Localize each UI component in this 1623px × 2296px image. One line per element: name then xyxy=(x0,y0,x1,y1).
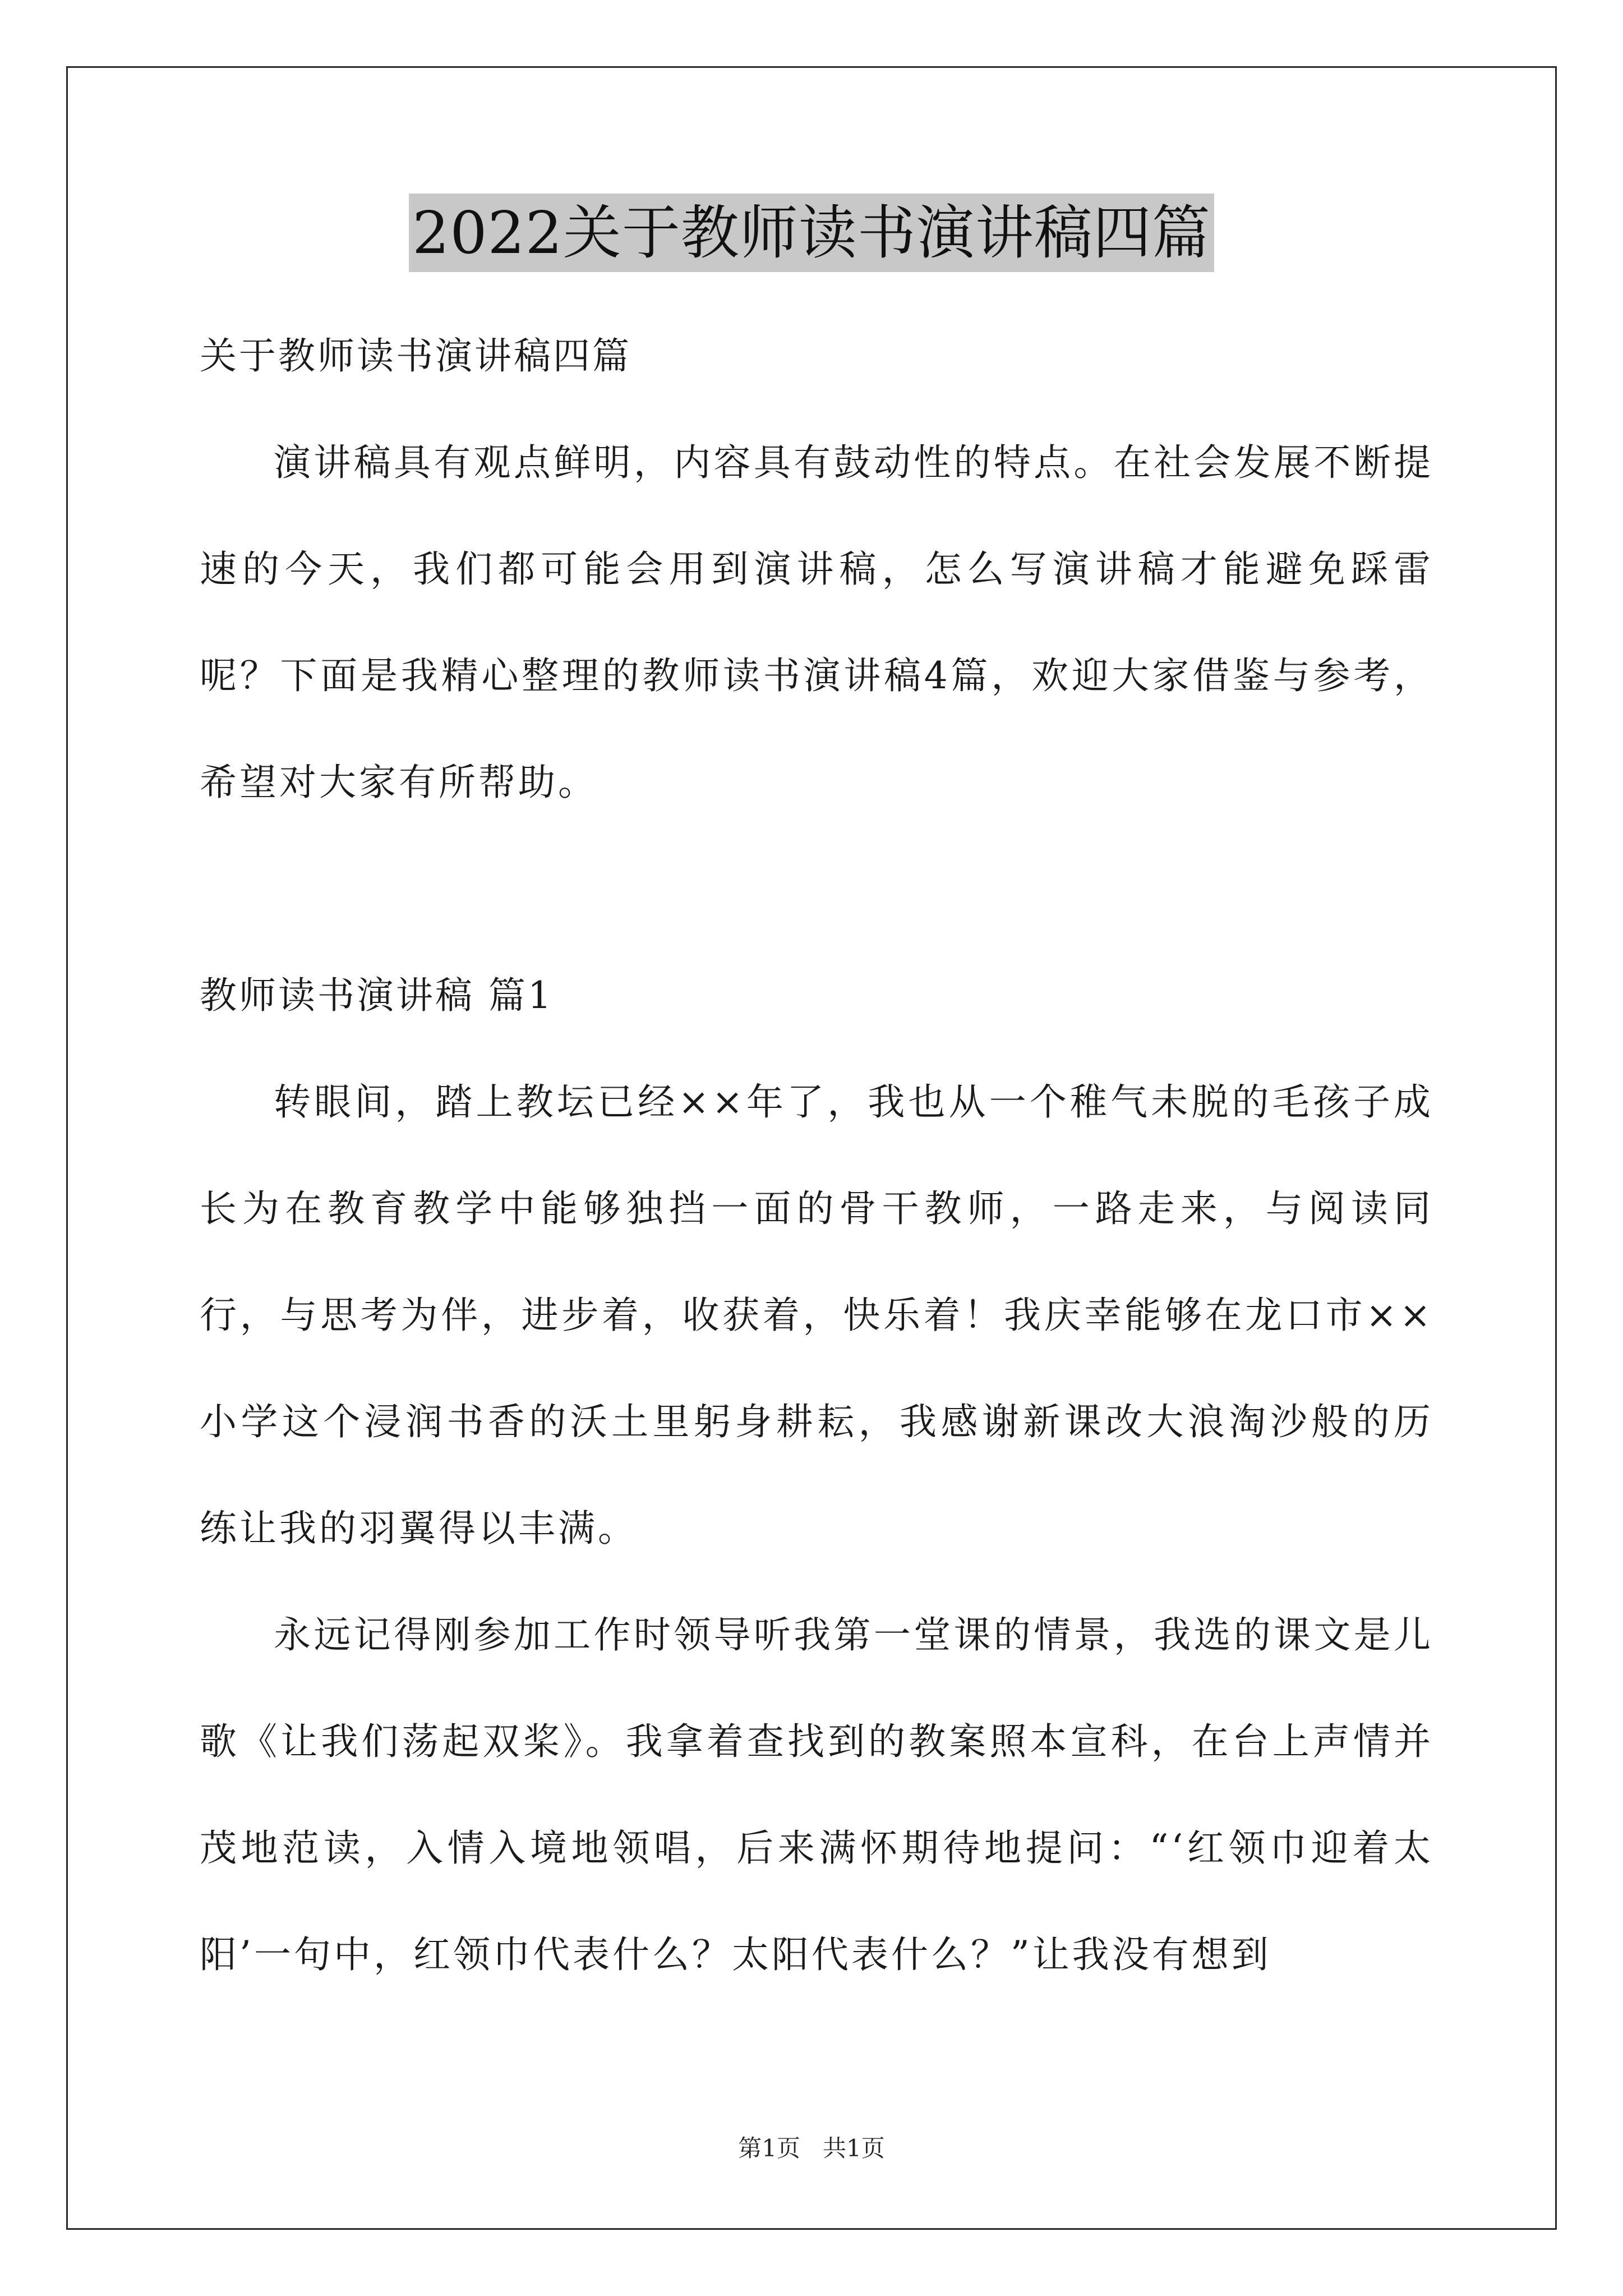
section-paragraph: 转眼间，踏上教坛已经××年了，我也从一个稚气未脱的毛孩子成长为在教育教学中能够独挡一面的骨干教师，一路走来，与阅读同行，与思考为伴，进步着，收获着，快乐着！我庆幸能够在龙口市××小学这个浸润书香的沃土里躬身耕耘，我感谢新课改大浪淘沙般的历练让我的羽翼得以丰满。 xyxy=(200,1080,1433,1550)
page-number-total: 共1页 xyxy=(823,2134,885,2162)
title-container xyxy=(0,194,1623,272)
intro-paragraph: 演讲稿具有观点鲜明，内容具有鼓动性的特点。在社会发展不断提速的今天，我们都可能会用到演讲稿，怎么写演讲稿才能避免踩雷呢？下面是我精心整理的教师读书演讲稿4篇，欢迎大家借鉴与参考，希望对大家有所帮助。 xyxy=(200,441,1433,804)
document-title: 2022关于教师读书演讲稿四篇 xyxy=(409,194,1214,272)
page-footer xyxy=(0,2132,1623,2165)
document-subtitle: 关于教师读书演讲稿四篇 xyxy=(200,334,631,378)
section-paragraph: 永远记得刚参加工作时领导听我第一堂课的情景，我选的课文是儿歌《让我们荡起双桨》。我拿着查找到的教案照本宣科，在台上声情并茂地范读，入情入境地领唱，后来满怀期待地提问：“‘红领巾迎着太阳’一句中，红领巾代表什么？太阳代表什么？”让我没有想到 xyxy=(200,1613,1433,1976)
section-heading: 教师读书演讲稿 篇1 xyxy=(200,974,554,1017)
document-body xyxy=(200,303,1433,2008)
page-number-current: 第1页 xyxy=(738,2134,800,2162)
